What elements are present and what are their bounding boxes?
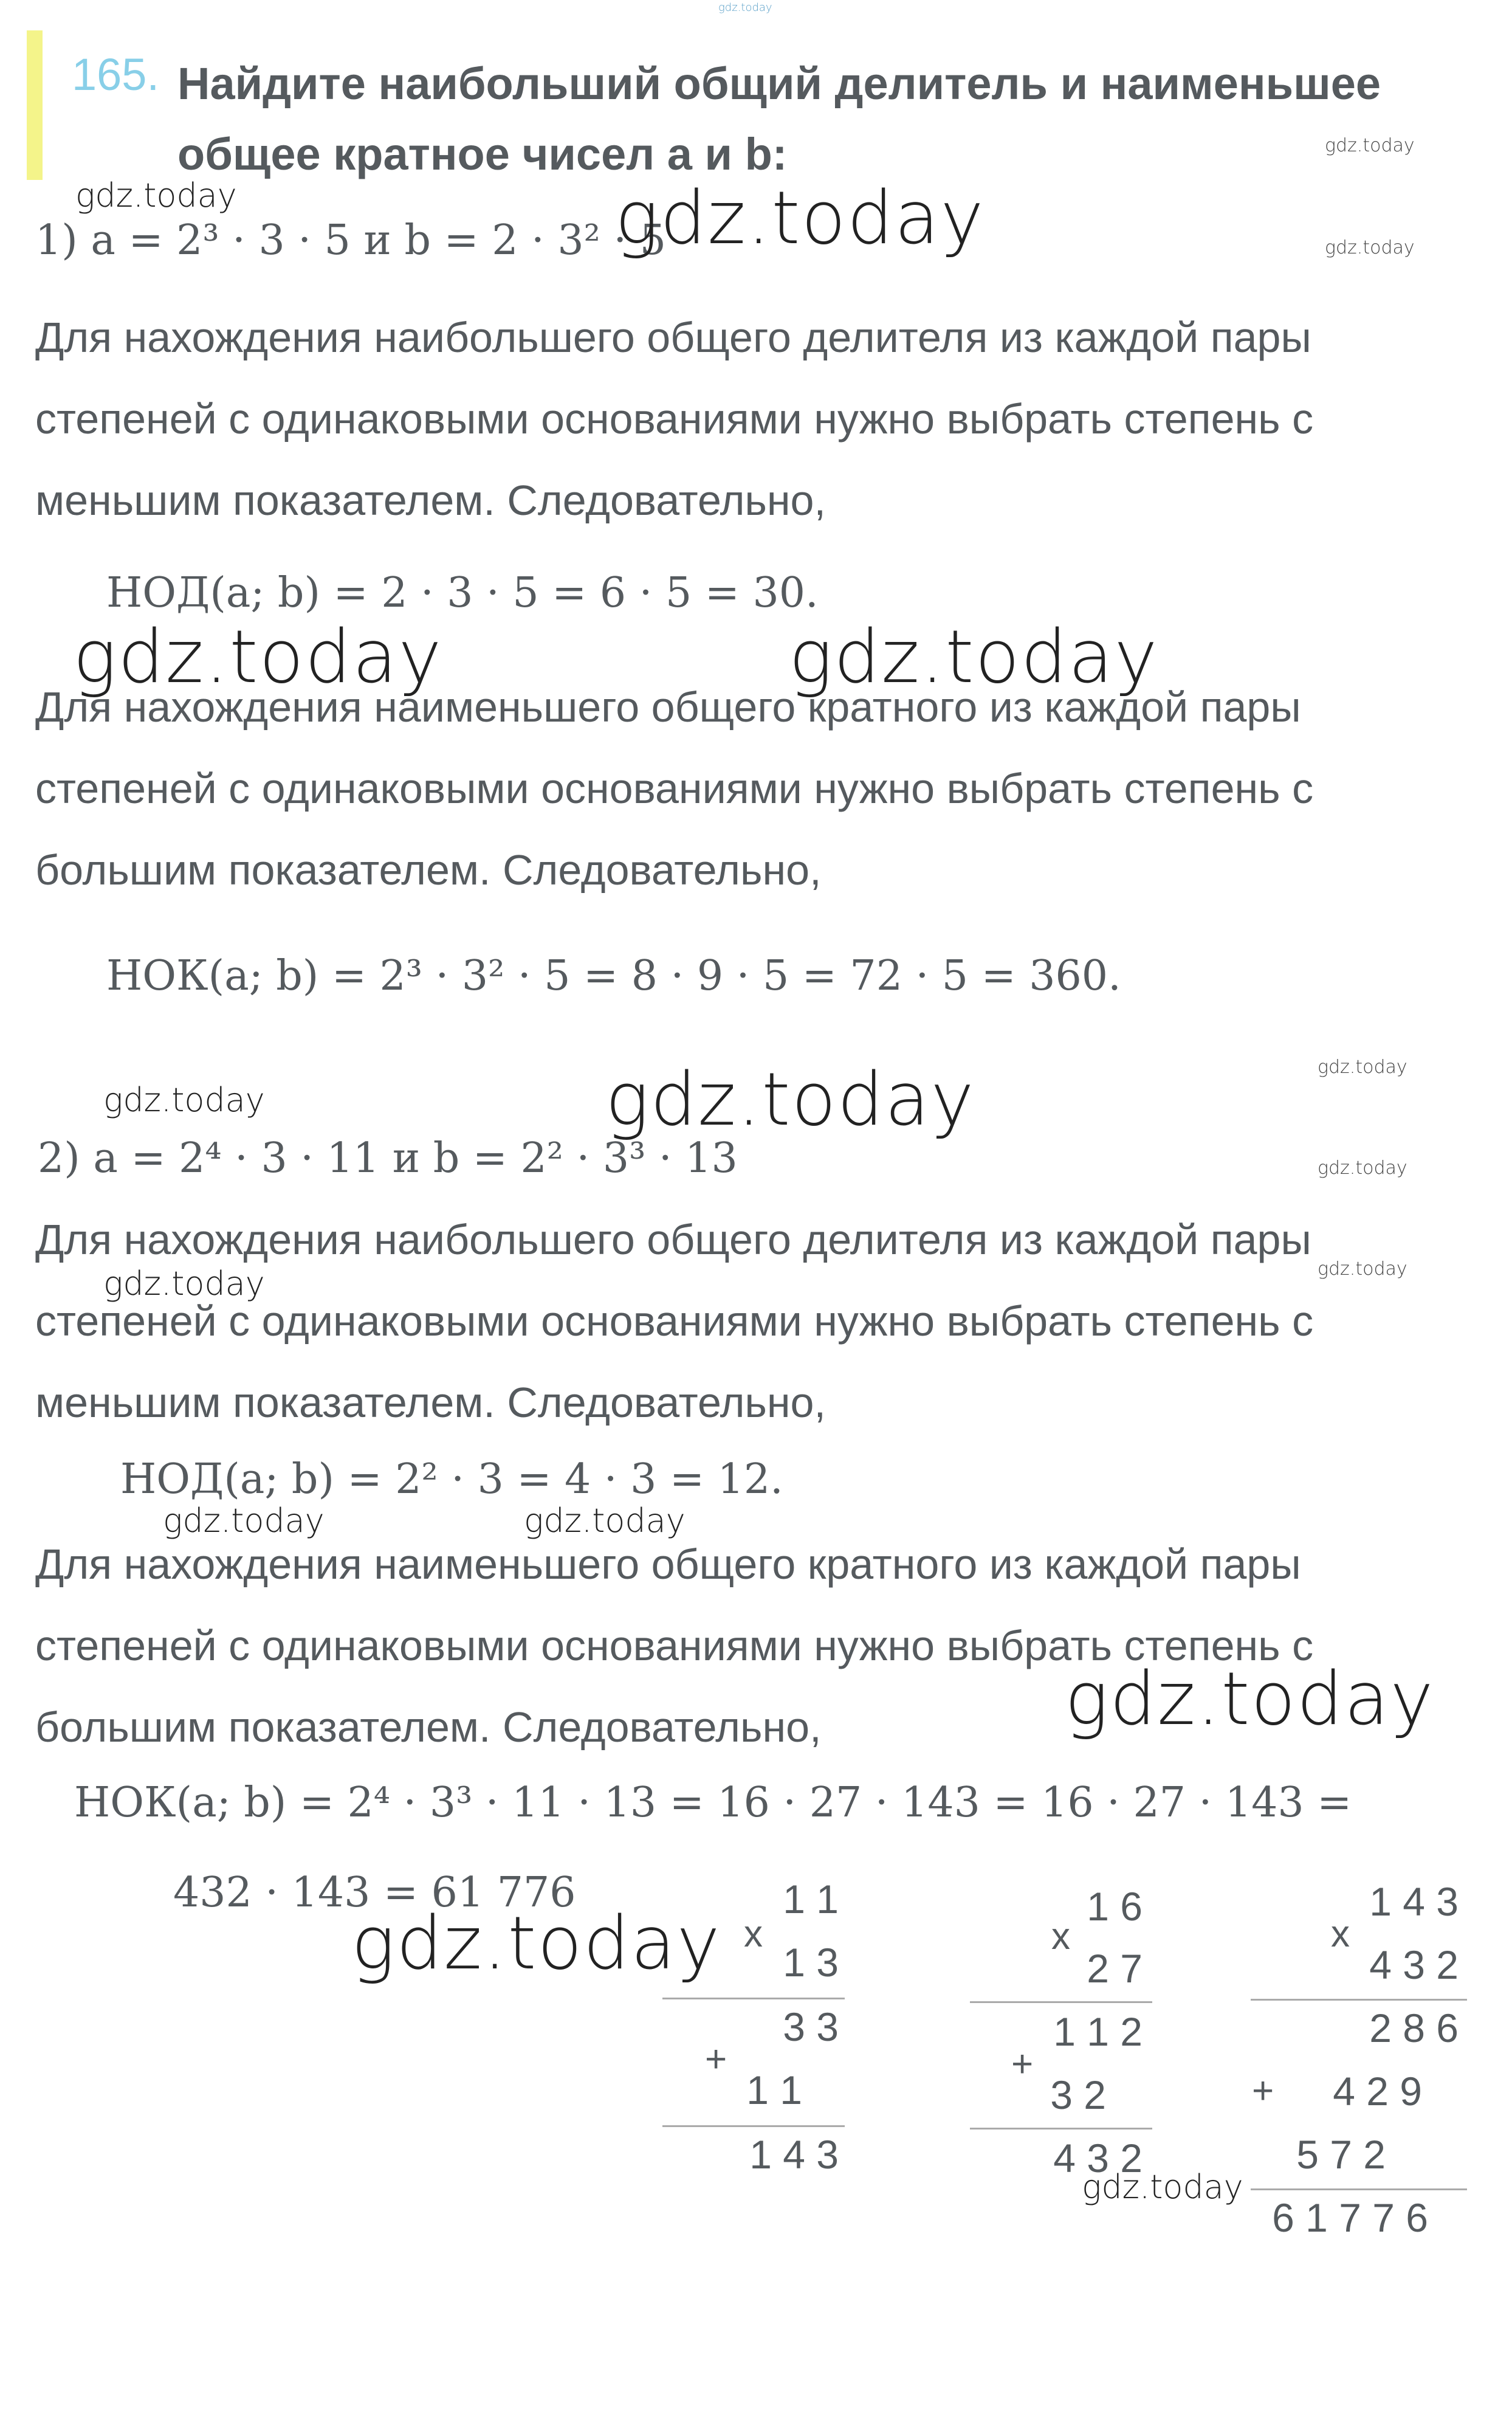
part2-gcd-formula: НОД(a; b) = 2² · 3 = 4 · 3 = 12. (120, 1455, 783, 1503)
part1-conditions (35, 216, 666, 264)
watermark: gdz.today (1318, 1157, 1407, 1179)
part2-lcm-explanation: Для нахождения наименьшего общего кратного из каждой пары степеней с одинаковыми основаниями нужно выбрать степень с большим показателем. Следовательно, (35, 1540, 1314, 1751)
mult1-result: 1 4 3 (749, 2132, 839, 2177)
accent-bar (27, 30, 43, 180)
part1-lcm-explanation: Для нахождения наименьшего общего кратного из каждой пары степеней с одинаковыми основаниями нужно выбрать степень с большим показателем. Следовательно, (35, 683, 1314, 894)
part2-lcm-formula: НОК(a; b) = 2⁴ · 3³ · 11 · 13 = 16 · 27 · 143 = 16 · 27 · 143 = (74, 1779, 1352, 1827)
mult3-partial-3: 5 7 2 (1296, 2132, 1386, 2177)
part2-label: 2) (38, 1134, 80, 1182)
mult3-sign: x (1331, 1913, 1350, 1955)
watermark-top: gdz.today (718, 1, 772, 14)
mult3-bottom: 4 3 2 (1369, 1942, 1459, 1987)
mult3-top: 1 4 3 (1369, 1879, 1459, 1924)
mult1-sign: x (744, 1913, 763, 1955)
mult3-result: 6 1 7 7 6 (1272, 2195, 1428, 2240)
watermark: gdz.today (1318, 1258, 1407, 1280)
part1-lcm-formula: НОК(a; b) = 2³ · 3² · 5 = 8 · 9 · 5 = 72 · 5 = 360. (106, 952, 1121, 1000)
mult2-line-1 (970, 2001, 1152, 2003)
mult3-line-2 (1251, 2188, 1467, 2190)
mult3-partial-1: 2 8 6 (1369, 2005, 1459, 2050)
watermark: gdz.today (605, 1058, 975, 1142)
mult1-top: 1 1 (783, 1877, 839, 1922)
mult2-top: 1 6 (1087, 1884, 1143, 1929)
part2-gcd-explanation: Для нахождения наибольшего общего делителя из каждой пары степеней с одинаковыми основаниями нужно выбрать степень с меньшим показателем. Следовательно, (35, 1216, 1314, 1426)
part1-gcd-explanation: Для нахождения наибольшего общего делителя из каждой пары степеней с одинаковыми основаниями нужно выбрать степень с меньшим показателем. Следовательно, (35, 314, 1314, 524)
part1-b-expr: b = 2 · 3² · 5 (404, 216, 666, 264)
mult1-line-1 (662, 1998, 845, 1999)
watermark: gdz.today (103, 1264, 265, 1303)
mult1-line-2 (662, 2125, 845, 2127)
mult1-bottom: 1 3 (783, 1940, 839, 1985)
watermark: gdz.today (1318, 1057, 1407, 1078)
part2-and: и (392, 1134, 421, 1182)
mult3-partial-2: 4 2 9 (1333, 2069, 1422, 2114)
watermark: gdz.today (103, 1081, 265, 1119)
mult1-partial-1: 3 3 (783, 2004, 839, 2049)
watermark: gdz.today (73, 615, 443, 700)
task-title: Найдите наибольший общий делитель и наименьшее общее кратное чисел a и b: (177, 58, 1381, 179)
part1-gcd-formula: НОД(a; b) = 2 · 3 · 5 = 6 · 5 = 30. (106, 569, 819, 617)
watermark: gdz.today (1082, 2168, 1243, 2206)
mult2-partial-1: 1 1 2 (1053, 2009, 1143, 2054)
mult2-result: 4 3 2 (1053, 2136, 1143, 2181)
watermark: gdz.today (351, 1902, 721, 1986)
watermark: gdz.today (163, 1502, 325, 1540)
watermark: gdz.today (1325, 237, 1415, 258)
mult3-line-1 (1251, 1999, 1467, 2001)
watermark: gdz.today (524, 1502, 686, 1540)
part2-a-expr: a = 2⁴ · 3 · 11 (93, 1134, 380, 1182)
part1-label: 1) (35, 216, 78, 264)
mult1-partial-2: 1 1 (746, 2067, 802, 2112)
task-number: 165. (72, 49, 160, 100)
part2-lcm-result: 432 · 143 = 61 776 (173, 1869, 576, 1917)
mult2-partial-2: 3 2 (1050, 2072, 1106, 2117)
watermark: gdz.today (1065, 1657, 1435, 1742)
mult2-bottom: 2 7 (1087, 1946, 1143, 1991)
part1-a-expr: a = 2³ · 3 · 5 (91, 216, 351, 264)
watermark: gdz.today (615, 176, 985, 261)
mult2-sign: x (1051, 1916, 1070, 1957)
watermark: gdz.today (75, 176, 237, 215)
part2-b-expr: b = 2² · 3³ · 13 (433, 1134, 738, 1182)
mult2-line-2 (970, 2128, 1152, 2129)
mult3-plus: + (1252, 2070, 1274, 2112)
watermark: gdz.today (789, 615, 1159, 700)
part2-conditions (38, 1134, 738, 1182)
mult2-plus: + (1011, 2043, 1034, 2085)
watermark: gdz.today (1325, 135, 1415, 156)
part1-and: и (363, 216, 391, 264)
mult1-plus: + (705, 2038, 727, 2080)
